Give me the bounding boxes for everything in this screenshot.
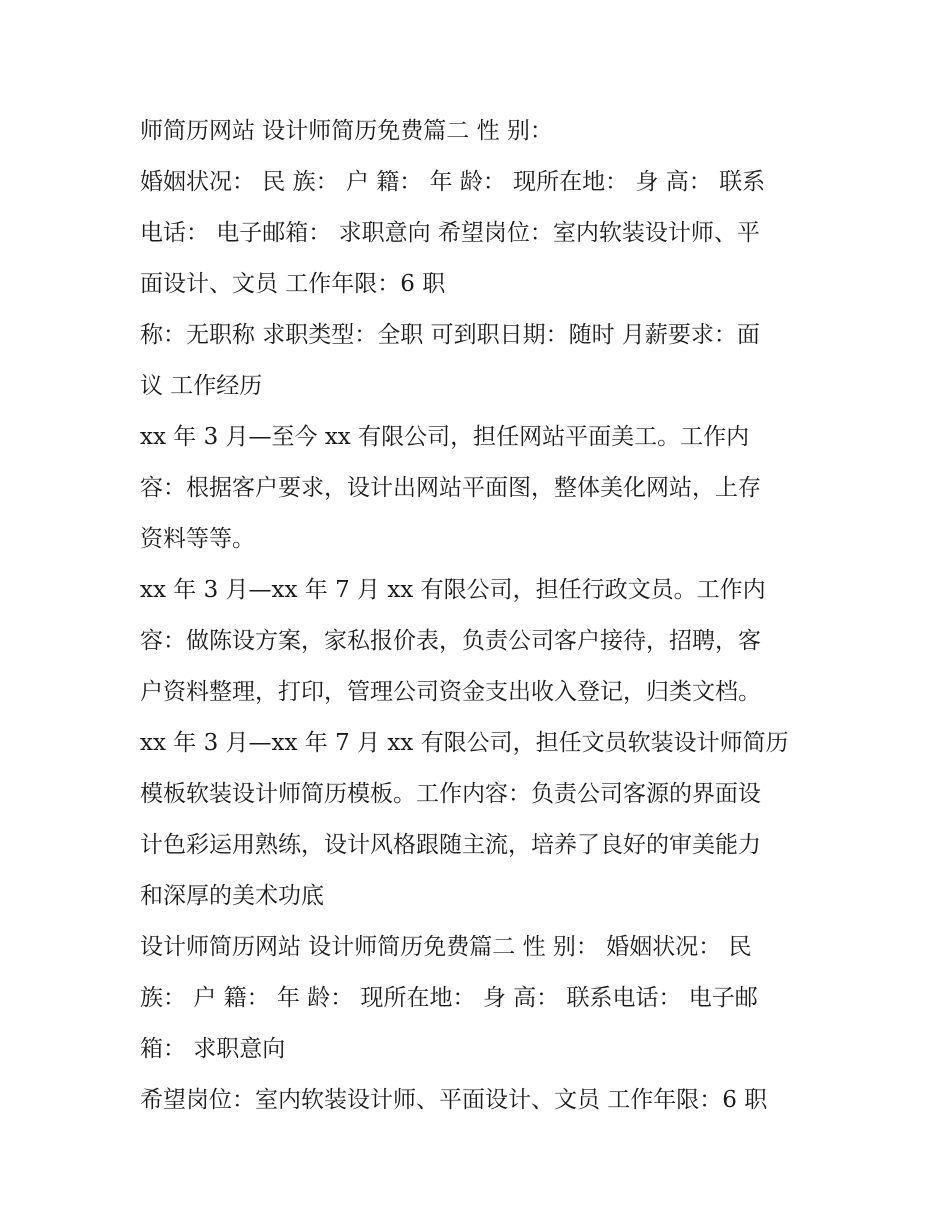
text-line: 族： 户 籍： 年 龄： 现所在地： 身 高： 联系电话： 电子邮 bbox=[140, 985, 758, 1011]
text-line: 模板软装设计师简历模板。工作内容：负责公司客源的界面设 bbox=[140, 781, 761, 807]
text-line: 婚姻状况： 民 族： 户 籍： 年 龄： 现所在地： 身 高： 联系 bbox=[140, 169, 766, 195]
text-line: 箱： 求职意向 bbox=[140, 1036, 286, 1062]
text-line: 师简历网站 设计师简历免费篇二 性 别： bbox=[140, 118, 553, 144]
text-line: 议 工作经历 bbox=[140, 373, 263, 399]
text-line: 电话： 电子邮箱： 求职意向 希望岗位：室内软装设计师、平 bbox=[140, 220, 760, 246]
text-line: xx 年 3 月—xx 年 7 月 xx 有限公司，担任文员软装设计师简历 bbox=[140, 730, 789, 756]
text-line: 称：无职称 求职类型：全职 可到职日期：随时 月薪要求：面 bbox=[140, 322, 760, 348]
text-line: 容：根据客户要求，设计出网站平面图，整体美化网站，上存 bbox=[140, 475, 761, 501]
text-line: 计色彩运用熟练，设计风格跟随主流，培养了良好的审美能力 bbox=[140, 832, 761, 858]
text-line: 户资料整理，打印，管理公司资金支出收入登记，归类文档。 bbox=[140, 679, 761, 705]
document-body bbox=[140, 106, 820, 1126]
text-line: xx 年 3 月—至今 xx 有限公司，担任网站平面美工。工作内 bbox=[140, 424, 750, 450]
text-line: 资料等等。 bbox=[140, 526, 255, 552]
text-line: 和深厚的美术功底 bbox=[140, 883, 324, 909]
text-line: 容：做陈设方案，家私报价表，负责公司客户接待，招聘，客 bbox=[140, 628, 761, 654]
text-line: xx 年 3 月—xx 年 7 月 xx 有限公司，担任行政文员。工作内 bbox=[140, 577, 766, 603]
text-line: 希望岗位：室内软装设计师、平面设计、文员 工作年限：6 职 bbox=[140, 1087, 768, 1113]
text-line: 设计师简历网站 设计师简历免费篇二 性 别： 婚姻状况： 民 bbox=[140, 934, 752, 960]
text-line: 面设计、文员 工作年限：6 职 bbox=[140, 271, 446, 297]
